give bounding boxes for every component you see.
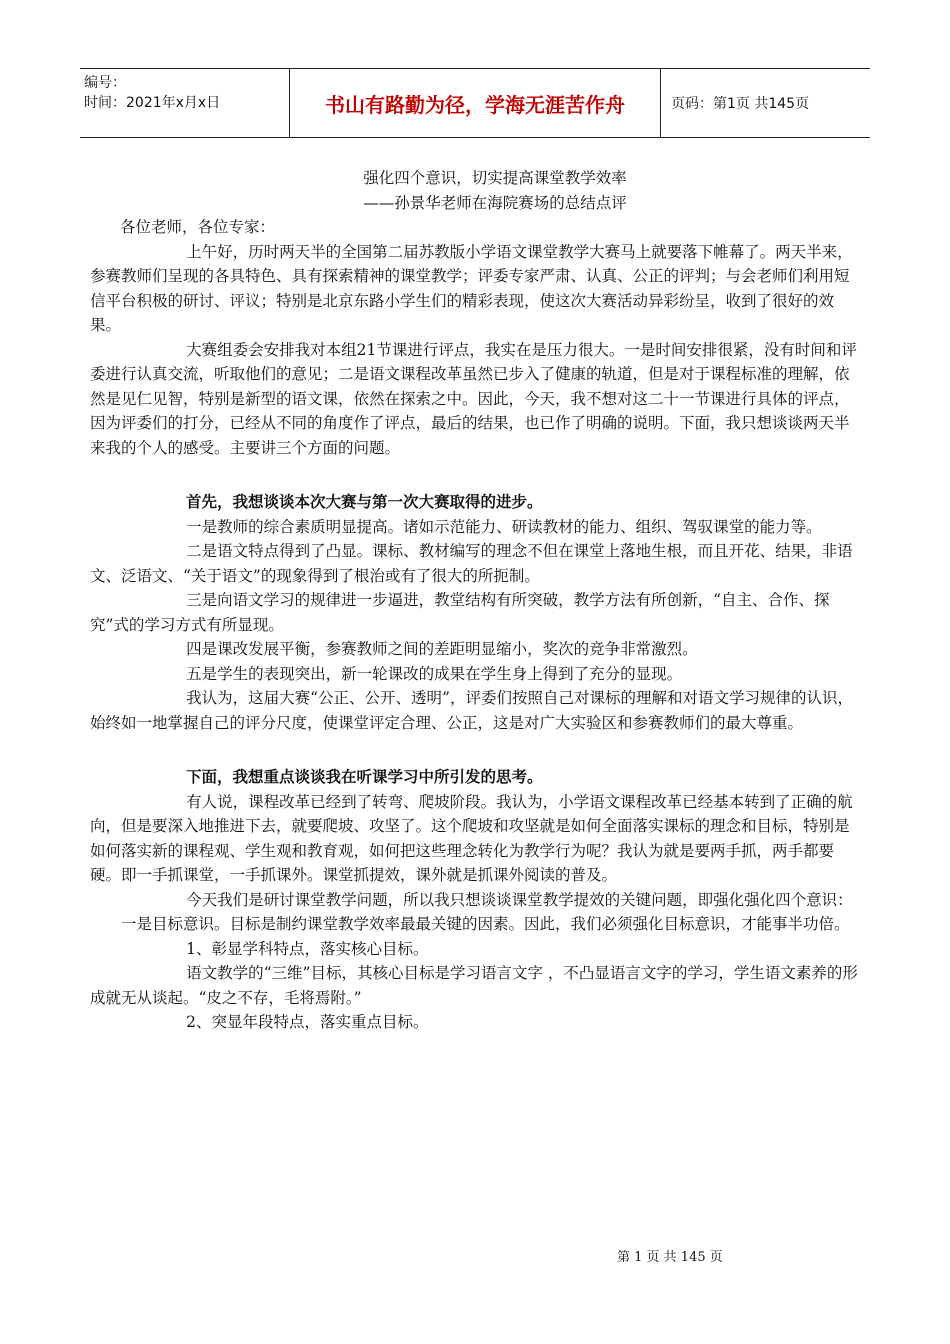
paragraph: 三是向语文学习的规律进一步逼进，教堂结构有所突破，教学方法有所创新，“自主、合作、探究”式的学习方式有所显现。 xyxy=(90,591,830,634)
paragraph: 上午好，历时两天半的全国第二届苏教版小学语文课堂教学大赛马上就要落下帷幕了。两天半来，参赛教师们呈现的各具特色、具有探索精神的课堂教学；评委专家严肃、认真、公正的评判；与会老师们利用短信平台积极的研讨、评议；特别是北京东路小学生们的精彩表现，使这次大赛活动异彩纷呈，收到了很好的效果。 xyxy=(90,242,853,334)
salutation: 各位老师，各位专家： xyxy=(120,218,276,236)
page-footer: 第 1 页 共 145 页 xyxy=(617,1250,723,1265)
paragraph: 今天我们是研讨课堂教学问题，所以我只想谈谈课堂教学提效的关键问题，即强化强化四个意识： xyxy=(186,890,853,909)
paragraph: 有人说，课程改革已经到了转弯、爬坡阶段。我认为，小学语文课程改革已经基本转到了正确的航向，但是要深入地推进下去，就要爬坡、攻坚了。这个爬坡和攻坚就是如何全面落实课标的理念和目标，特别是如何落实新的课程观、学生观和教育观，如何把这些理念转化为教学行为呢？我认为就是要两手抓，两手都要硬。即一手抓课堂，一手抓课外。课堂抓提效，课外就是抓课外阅读的普及。 xyxy=(90,792,853,884)
document-subtitle: ——孙景华老师在海院赛场的总结点评 xyxy=(363,193,627,212)
section-heading: 下面，我想重点谈谈我在听课学习中所引发的思考。 xyxy=(186,767,543,786)
page-info: 页码：第1页 共145页 xyxy=(671,96,810,112)
header-table xyxy=(80,68,870,138)
paragraph: 一是教师的综合素质明显提高。诸如示范能力、研读教材的能力、组织、驾驭课堂的能力等。 xyxy=(186,517,822,536)
paragraph: 我认为，这届大赛“公正、公开、透明”，评委们按照自己对课标的理解和对语文学习规律的认识，始终如一地掌握自己的评分尺度，使课堂评定合理、公正，这是对广大实验区和参赛教师们的最大尊重。 xyxy=(90,689,853,732)
paragraph: 大赛组委会安排我对本组21节课进行评点，我实在是压力很大。一是时间安排很紧，没有时间和评委进行认真交流，听取他们的意见；二是语文课程改革虽然已步入了健康的轨道，但是对于课程标准的理解，依然是见仁见智，特别是新型的语文课，依然在探索之中。因此，今天，我不想对这二十一节课进行具体的评点，因为评委们的打分，已经从不同的角度作了评点，最后的结果，也已作了明确的说明。下面，我只想谈谈两天半来我的个人的感受。主要讲三个方面的问题。 xyxy=(90,340,857,457)
header-info-cell xyxy=(80,69,290,137)
paragraph: 语文教学的“三维”目标，其核心目标是学习语言文字 ，不凸显语言文字的学习，学生语文素养的形成就无从谈起。“皮之不存，毛将焉附。” xyxy=(90,964,858,1007)
section-heading: 首先，我想谈谈本次大赛与第一次大赛取得的进步。 xyxy=(186,492,543,511)
paragraph: 四是课改发展平衡，参赛教师之间的差距明显缩小，奖次的竞争非常激烈。 xyxy=(186,640,698,658)
document-title: 强化四个意识，切实提高课堂教学效率 xyxy=(363,169,627,187)
motto: 书山有路勤为径，学海无涯苦作舟 xyxy=(290,69,661,137)
paragraph: 1、彰显学科特点，落实核心目标。 xyxy=(186,939,429,958)
paragraph: 五是学生的表现突出，新一轮课改的成果在学生身上得到了充分的显现。 xyxy=(186,664,683,683)
paragraph: 二是语文特点得到了凸显。课标、教材编写的理念不但在课堂上落地生根，而且开花、结果，非语文、泛语文、“关于语文”的现象得到了根治或有了很大的所扼制。 xyxy=(90,542,853,585)
paragraph: 一是目标意识。目标是制约课堂教学效率最最关键的因素。因此，我们必须强化目标意识，才能事半功倍。 xyxy=(121,915,850,933)
time-label: 时间：2021年x月x日 xyxy=(84,95,221,111)
document-body xyxy=(90,166,860,1035)
number-label: 编号： xyxy=(84,75,126,91)
paragraph: 2、突显年段特点，落实重点目标。 xyxy=(186,1013,429,1031)
